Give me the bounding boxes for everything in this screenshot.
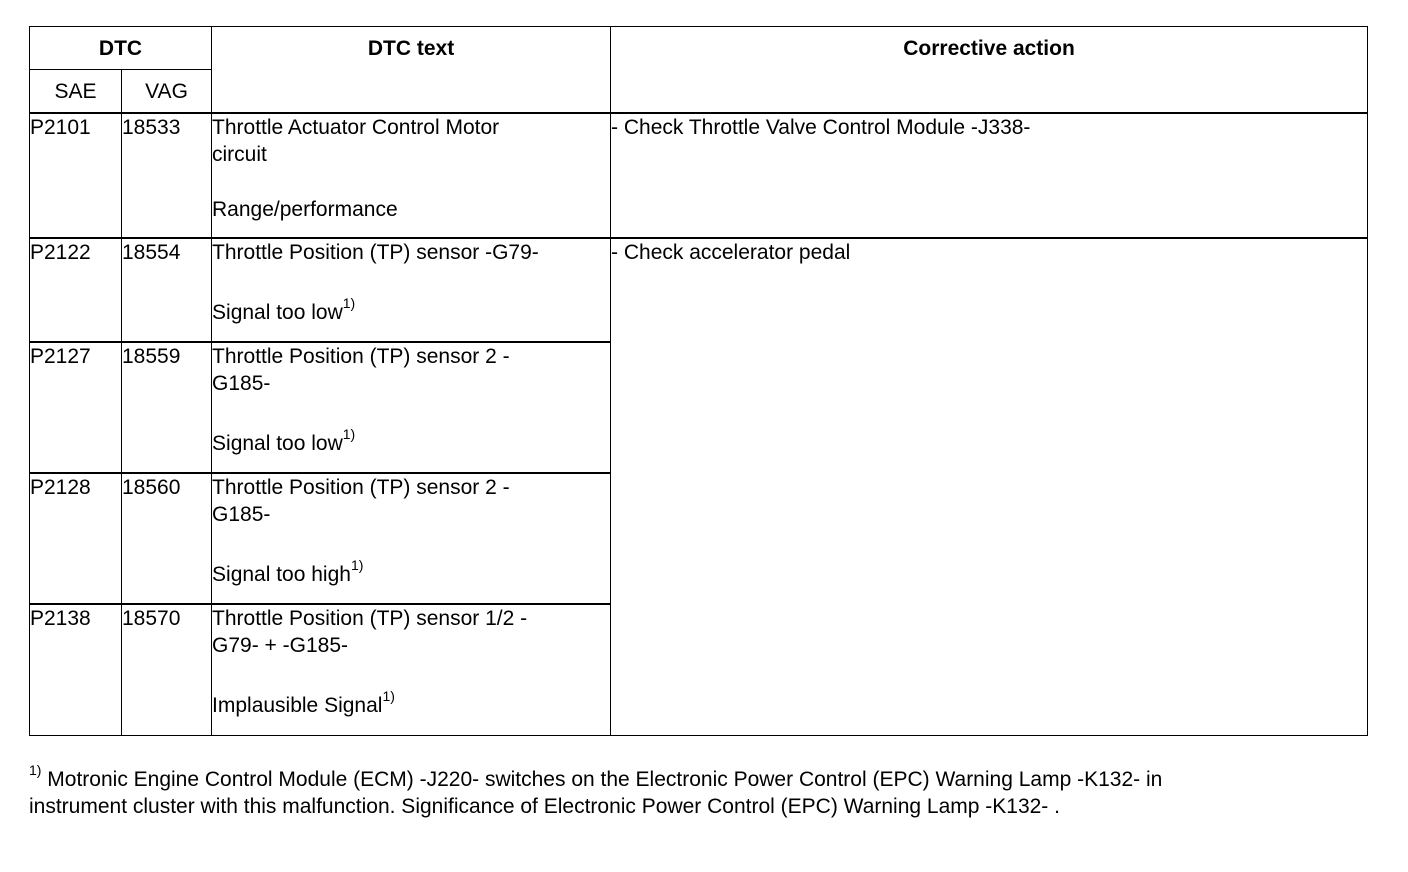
table-row	[30, 238, 1368, 342]
footnote-ref: 1)	[382, 688, 395, 704]
dtc-text-line: Throttle Actuator Control Motor	[212, 116, 500, 139]
dtc-text-detail: Range/performance	[212, 198, 398, 221]
dtc-text-detail: Signal too high	[212, 563, 351, 586]
footnote-line-1: Motronic Engine Control Module (ECM) -J220- switches on the Electronic Power Control (EPC) Warning Lamp -K132- in	[47, 768, 1163, 791]
dtc-text-detail: Signal too low	[212, 301, 343, 324]
vag-code: 18554	[122, 238, 212, 342]
vag-code: 18559	[122, 342, 212, 473]
header-vag: VAG	[122, 70, 212, 114]
dtc-text-line: circuit	[212, 143, 267, 166]
dtc-text	[212, 238, 611, 342]
dtc-table	[29, 26, 1368, 736]
sae-code: P2127	[30, 342, 122, 473]
footnote-ref: 1)	[342, 426, 356, 442]
dtc-text	[212, 604, 611, 735]
dtc-text-line: Throttle Position (TP) sensor 2 -	[212, 345, 510, 368]
sae-code: P2128	[30, 473, 122, 604]
vag-code: 18560	[122, 473, 212, 604]
dtc-text	[212, 113, 611, 238]
footnote-marker: 1)	[29, 762, 42, 778]
corrective-action: - Check Throttle Valve Control Module -J338-	[611, 113, 1368, 238]
vag-code: 18570	[122, 604, 212, 735]
sae-code: P2101	[30, 113, 122, 238]
footnote	[29, 762, 1369, 820]
footnote-ref: 1)	[350, 557, 364, 573]
footnote-line-2: instrument cluster with this malfunction. Significance of Electronic Power Control (EPC) Warning Lamp -K132- .	[29, 795, 1060, 818]
header-row	[30, 27, 1368, 70]
header-corrective-action-label: Corrective action	[903, 37, 1075, 60]
dtc-text	[212, 473, 611, 604]
dtc-text-line: G185-	[212, 372, 271, 395]
table-row	[30, 113, 1368, 238]
vag-code: 18533	[122, 113, 212, 238]
dtc-text-detail: Implausible Signal	[212, 694, 383, 717]
dtc-text-line: G79- + -G185-	[212, 634, 348, 657]
footnote-ref: 1)	[342, 295, 356, 311]
sae-code: P2138	[30, 604, 122, 735]
header-dtc-text	[212, 27, 611, 114]
sae-code: P2122	[30, 238, 122, 342]
header-corrective-action	[611, 27, 1368, 114]
dtc-table-container	[29, 26, 1367, 736]
dtc-text-detail: Signal too low	[212, 432, 343, 455]
header-dtc-text-label: DTC text	[367, 37, 455, 60]
header-sae: SAE	[30, 70, 122, 114]
dtc-text-line: Throttle Position (TP) sensor 1/2 -	[212, 607, 528, 630]
header-dtc: DTC	[30, 27, 212, 70]
dtc-text-line: Throttle Position (TP) sensor -G79-	[212, 241, 539, 264]
dtc-text-line: Throttle Position (TP) sensor 2 -	[212, 476, 510, 499]
dtc-text-line: G185-	[212, 503, 271, 526]
corrective-action: - Check accelerator pedal	[611, 238, 1368, 735]
dtc-text	[212, 342, 611, 473]
